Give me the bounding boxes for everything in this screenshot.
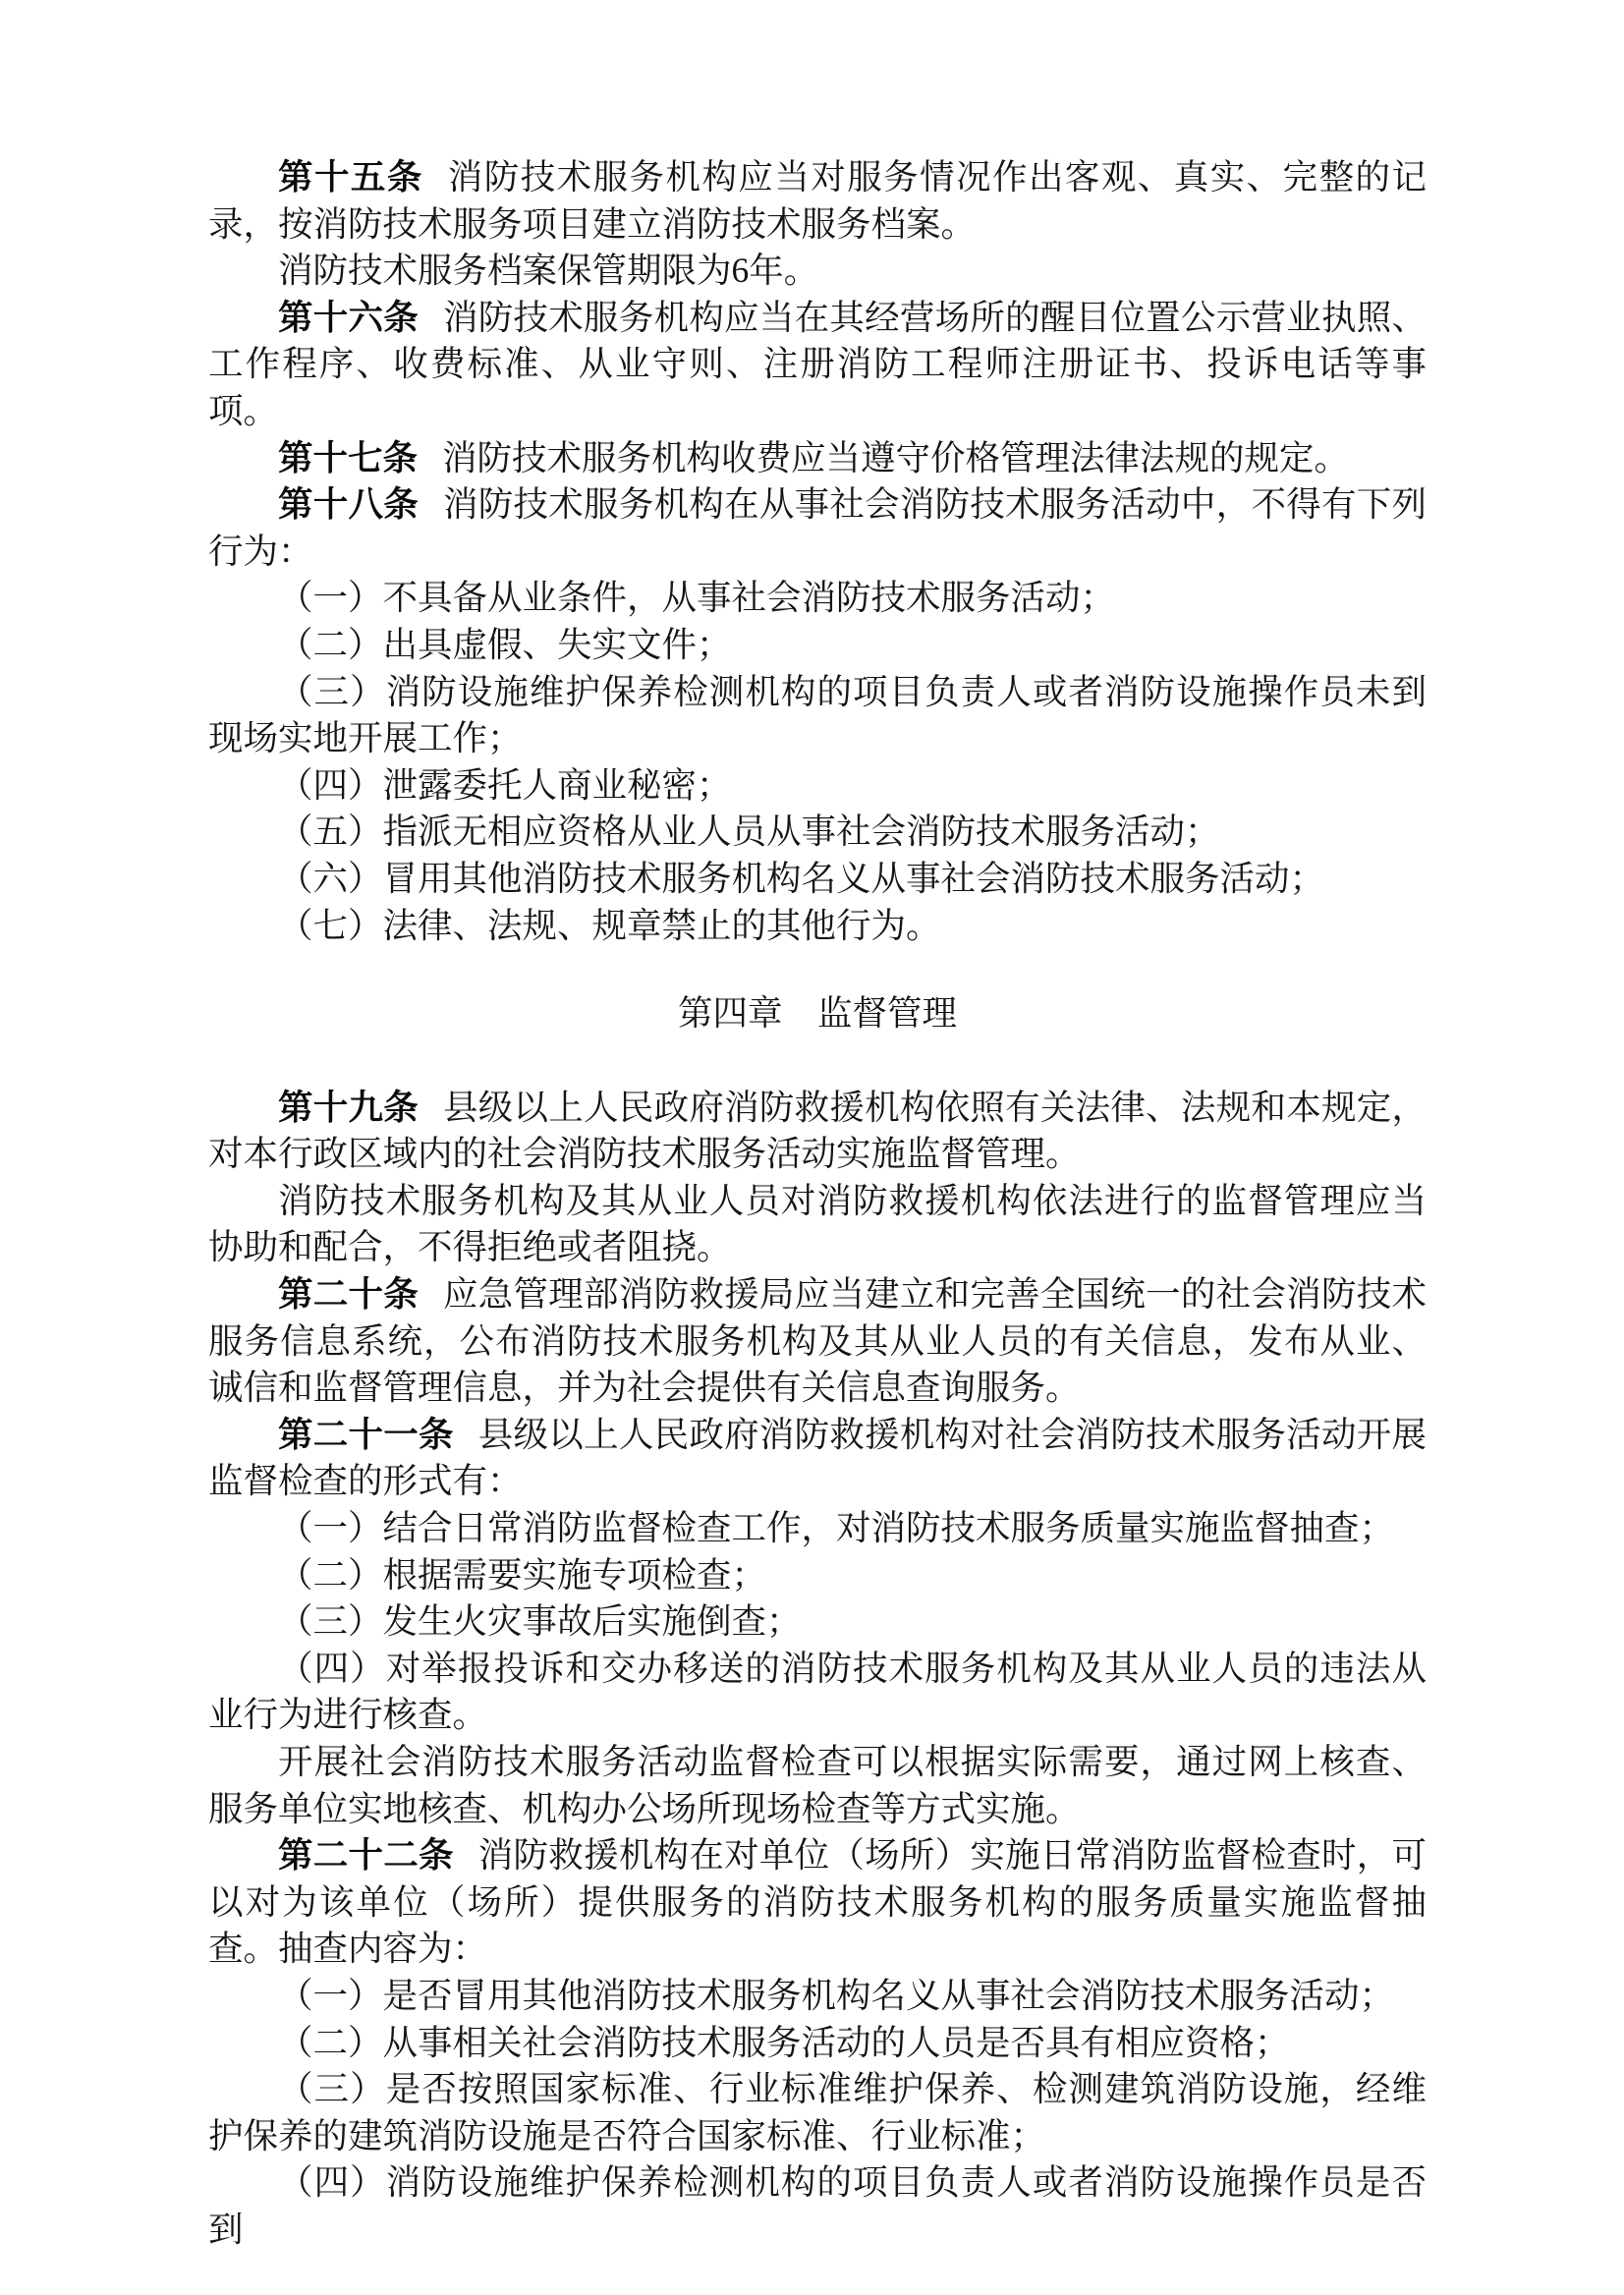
article-number-label: 第十八条 [278, 484, 420, 525]
paragraph-text: 消防技术服务机构应当在其经营场所的醒目位置公示营业执照、工作程序、收费标准、从业守则、注册消防工程师注册证书、投诉电话等事项。 [208, 297, 1427, 430]
paragraph-text: （二）根据需要实施专项检查； [278, 1554, 767, 1595]
body-paragraph [208, 1552, 1427, 1599]
article-number-label: 第二十一条 [278, 1414, 454, 1454]
body-paragraph [208, 1973, 1427, 2020]
paragraph-text: 消防技术服务机构在从事社会消防技术服务活动中，不得有下列行为： [208, 484, 1427, 571]
paragraph-text: （一）结合日常消防监督检查工作，对消防技术服务质量实施监督抽查； [278, 1508, 1395, 1548]
paragraph-text: 消防技术服务档案保管期限为6年。 [278, 251, 819, 291]
article-paragraph [208, 295, 1427, 435]
body-paragraph [208, 575, 1427, 622]
article-number-label: 第十五条 [278, 157, 423, 196]
article-paragraph [208, 1412, 1427, 1505]
paragraph-text: （六）冒用其他消防技术服务机构名义从事社会消防技术服务活动； [278, 858, 1325, 898]
body-paragraph [208, 622, 1427, 669]
body-paragraph [208, 2020, 1427, 2067]
body-paragraph [208, 669, 1427, 762]
article-number-label: 第十九条 [278, 1087, 420, 1127]
body-paragraph [208, 762, 1427, 810]
paragraph-text: （三）发生火灾事故后实施倒查； [278, 1601, 802, 1642]
paragraph-text: 县级以上人民政府消防救援机构依照有关法律、法规和本规定，对本行政区域内的社会消防技术服务活动实施监督管理。 [208, 1087, 1427, 1174]
body-paragraph [208, 248, 1427, 295]
paragraph-text: （二）出具虚假、失实文件； [278, 624, 732, 664]
paragraph-text: （一）是否冒用其他消防技术服务机构名义从事社会消防技术服务活动； [278, 1975, 1395, 2015]
paragraph-text: （二）从事相关社会消防技术服务活动的人员是否具有相应资格； [278, 2022, 1290, 2062]
paragraph-text: （三）消防设施维护保养检测机构的项目负责人或者消防设施操作员未到现场实地开展工作； [208, 671, 1427, 758]
article-paragraph [208, 435, 1427, 482]
paragraph-text: 消防技术服务机构收费应当遵守价格管理法律法规的规定。 [442, 437, 1350, 477]
paragraph-text: （五）指派无相应资格从业人员从事社会消防技术服务活动； [278, 812, 1220, 852]
paragraph-text: （三）是否按照国家标准、行业标准维护保养、检测建筑消防设施，经维护保养的建筑消防设施是否符合国家标准、行业标准； [208, 2069, 1427, 2155]
paragraph-text: （四）消防设施维护保养检测机构的项目负责人或者消防设施操作员是否到 [208, 2162, 1427, 2249]
paragraph-text: 消防技术服务机构及其从业人员对消防救援机构依法进行的监督管理应当协助和配合，不得拒绝或者阻挠。 [208, 1180, 1427, 1267]
article-number-label: 第十六条 [278, 297, 420, 337]
article-paragraph [208, 154, 1427, 248]
body-paragraph [208, 856, 1427, 903]
article-number-label: 第十七条 [278, 437, 419, 477]
body-paragraph [208, 1739, 1427, 1832]
paragraph-text: （四）泄露委托人商业秘密； [278, 764, 732, 805]
article-number-label: 第二十条 [278, 1274, 420, 1315]
article-paragraph [208, 1085, 1427, 1178]
body-paragraph [208, 1178, 1427, 1271]
body-paragraph [208, 1646, 1427, 1739]
body-paragraph [208, 1505, 1427, 1552]
paragraph-text: 开展社会消防技术服务活动监督检查可以根据实际需要，通过网上核查、服务单位实地核查、机构办公场所现场检查等方式实施。 [208, 1742, 1427, 1828]
body-paragraph [208, 809, 1427, 856]
paragraph-text: （四）对举报投诉和交办移送的消防技术服务机构及其从业人员的违法从业行为进行核查。 [208, 1648, 1427, 1735]
body-paragraph [208, 903, 1427, 950]
article-paragraph [208, 1832, 1427, 1973]
chapter-heading: 第四章 监督管理 [677, 993, 957, 1034]
paragraph-text: 县级以上人民政府消防救援机构对社会消防技术服务活动开展监督检查的形式有： [208, 1414, 1427, 1501]
body-paragraph [208, 2159, 1427, 2253]
article-number-label: 第二十二条 [278, 1835, 454, 1875]
paragraph-text: 消防救援机构在对单位（场所）实施日常消防监督检查时，可以对为该单位（场所）提供服务的消防技术服务机构的服务质量实施监督抽查。抽查内容为： [208, 1835, 1427, 1969]
paragraph-text: （七）法律、法规、规章禁止的其他行为。 [278, 905, 941, 945]
paragraph-text: （一）不具备从业条件，从事社会消防技术服务活动； [278, 578, 1116, 618]
article-paragraph [208, 481, 1427, 575]
body-paragraph [208, 1598, 1427, 1646]
body-paragraph [208, 2066, 1427, 2159]
paragraph-text: 消防技术服务机构应当对服务情况作出客观、真实、完整的记录，按消防技术服务项目建立消防技术服务档案。 [208, 157, 1427, 244]
article-paragraph [208, 1271, 1427, 1412]
paragraph-text: 应急管理部消防救援局应当建立和完善全国统一的社会消防技术服务信息系统，公布消防技术服务机构及其从业人员的有关信息，发布从业、诚信和监督管理信息，并为社会提供有关信息查询服务。 [208, 1274, 1427, 1408]
